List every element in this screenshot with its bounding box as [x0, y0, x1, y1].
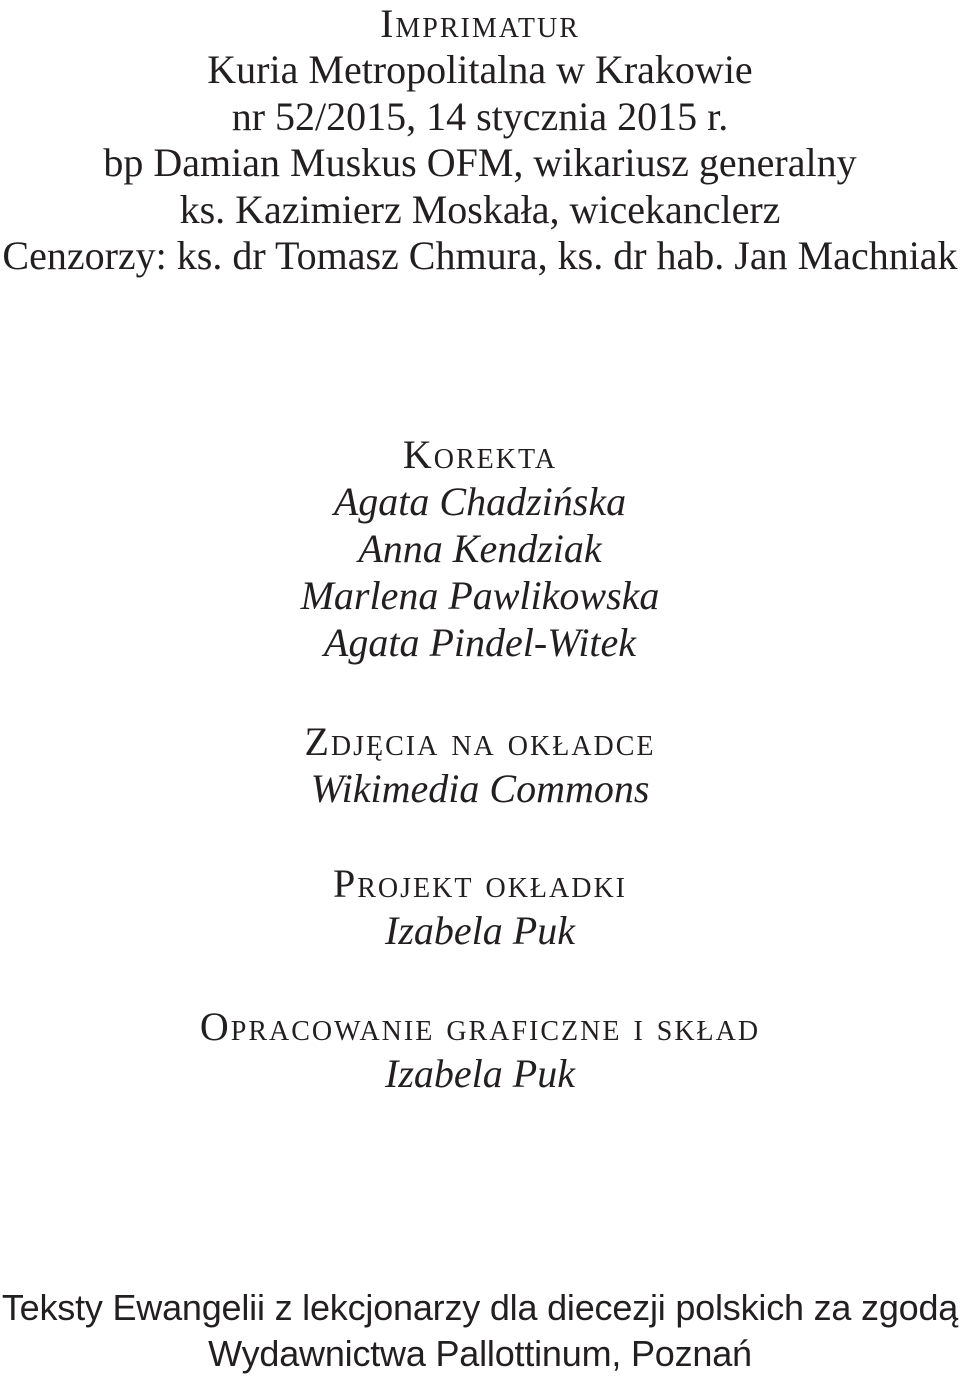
cover-design-heading: Projekt okładki [333, 861, 627, 906]
imprimatur-censors: Cenzorzy: ks. dr Tomasz Chmura, ks. dr hab. Jan Machniak [2, 233, 958, 278]
korekta-section [0, 431, 960, 666]
cover-photos-source: Wikimedia Commons [310, 766, 650, 811]
gospel-texts-line: Teksty Ewangelii z lekcjonarzy dla diecezji polskich za zgodą [1, 1287, 959, 1328]
korekta-heading: Korekta [402, 432, 558, 477]
gospel-texts-line: Wydawnictwa Pallottinum, Poznań [208, 1333, 752, 1374]
korekta-name: Agata Chadzińska [333, 479, 627, 524]
imprimatur-vice-chancellor: ks. Kazimierz Moskała, wicekanclerz [179, 186, 781, 232]
cover-design-author: Izabela Puk [385, 908, 575, 953]
cover-photos-section [0, 718, 960, 812]
layout-typesetting-section [0, 1003, 960, 1097]
imprimatur-curia: Kuria Metropolitalna w Krakowie [207, 47, 753, 92]
gospel-texts-note [0, 1285, 960, 1377]
cover-photos-heading: Zdjęcia na okładce [304, 719, 656, 764]
imprimatur-number-date: nr 52/2015, 14 stycznia 2015 r. [231, 93, 729, 139]
cover-design-section [0, 860, 960, 954]
korekta-name: Agata Pindel-Witek [323, 620, 637, 665]
korekta-name: Marlena Pawlikowska [300, 573, 660, 618]
layout-typesetting-author: Izabela Puk [385, 1051, 575, 1096]
layout-typesetting-heading: Opracowanie graficzne i skład [199, 1004, 761, 1049]
imprimatur-bishop: bp Damian Muskus OFM, wikariusz generalny [103, 140, 857, 185]
korekta-name: Anna Kendziak [358, 526, 602, 571]
imprimatur-section [0, 0, 960, 280]
imprimatur-heading: Imprimatur [380, 1, 580, 46]
